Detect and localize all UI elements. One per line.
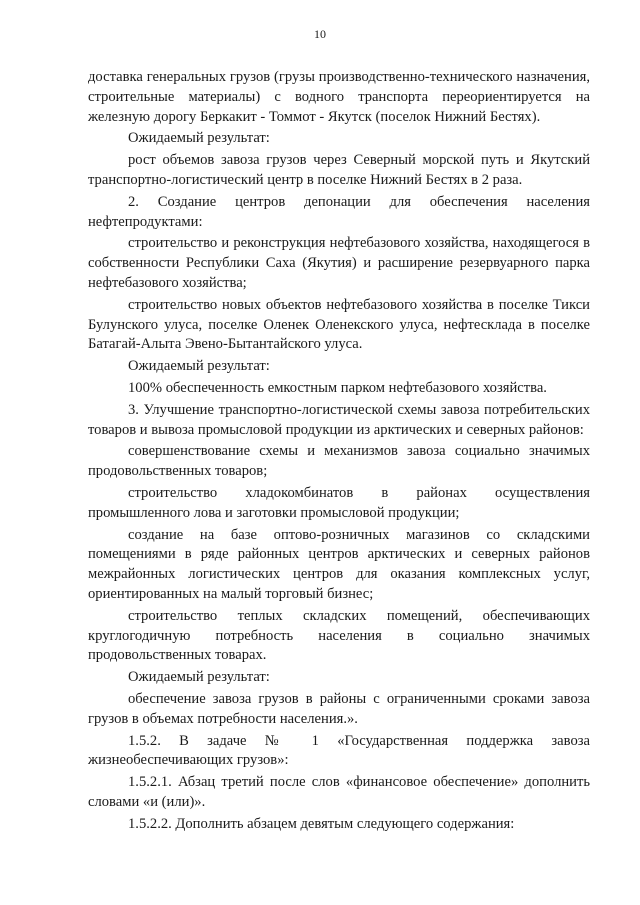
paragraph: создание на базе оптово-розничных магазинов со складскими помещениями в ряде районных центров арктических и северных районов межрайонных логистических центров для оказания комплексных услуг, ориентированных на малый торговый бизнес; — [88, 526, 590, 602]
paragraph: строительство хладокомбинатов в районах осуществления промышленного лова и заготовки промысловой продукции; — [88, 484, 590, 521]
paragraph: Ожидаемый результат: — [128, 669, 270, 686]
paragraph: Ожидаемый результат: — [128, 130, 270, 147]
paragraph: совершенствование схемы и механизмов завоза социально значимых продовольственных товаров; — [88, 443, 590, 480]
paragraph: 100% обеспеченность емкостным парком нефтебазового хозяйства. — [128, 379, 547, 396]
paragraph: обеспечение завоза грузов в районы с ограниченными сроками завоза грузов в объемах потребности населения.». — [88, 690, 590, 727]
paragraph: строительство и реконструкция нефтебазового хозяйства, находящегося в собственности Республики Саха (Якутия) и расширение резервуарного парка нефтебазового хозяйства; — [88, 235, 590, 291]
paragraph: 1.5.2.2. Дополнить абзацем девятым следующего содержания: — [128, 815, 515, 832]
paragraph: рост объемов завоза грузов через Северный морской путь и Якутский транспортно-логистический центр в поселке Нижний Бестях в 2 раза. — [88, 152, 590, 188]
paragraph: Ожидаемый результат: — [128, 358, 270, 375]
paragraph: 1.5.2. В задаче № 1 «Государственная поддержка завоза жизнеобеспечивающих грузов»: — [88, 732, 590, 769]
paragraph: доставка генеральных грузов (грузы производственно-технического назначения, строительные материалы) с водного транспорта переориентируется на железную дорогу Беркакит - Томмот - Якутск (поселок Нижний Бестях). — [88, 69, 590, 125]
document-body — [88, 68, 590, 836]
paragraph: 3. Улучшение транспортно-логистической схемы завоза потребительских товаров и вывоза промысловой продукции из арктических и северных районов: — [88, 401, 590, 438]
paragraph: строительство теплых складских помещений, обеспечивающих круглогодичную потребность населения в социально значимых продовольственных товарах. — [88, 607, 590, 664]
paragraph: 2. Создание центров депонации для обеспечения населения нефтепродуктами: — [88, 193, 590, 230]
page-number: 10 — [314, 27, 326, 41]
paragraph: строительство новых объектов нефтебазового хозяйства в поселке Тикси Булунского улуса, поселке Оленек Оленекского улуса, нефтесклада в поселке Батагай-Алыта Эвено-Бытантайского улуса. — [88, 296, 590, 353]
paragraph: 1.5.2.1. Абзац третий после слов «финансовое обеспечение» дополнить словами «и (или)». — [88, 774, 590, 810]
